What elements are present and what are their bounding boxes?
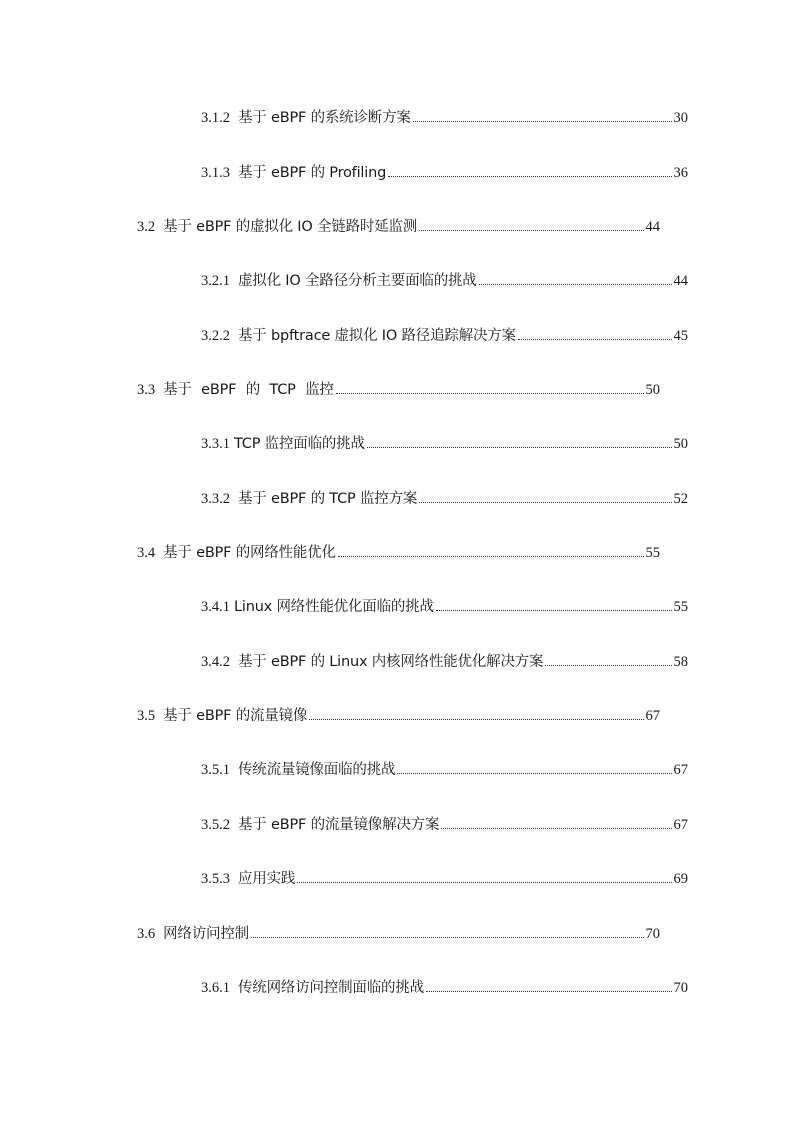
- toc-entry-page: 45: [673, 328, 688, 344]
- dot-leader: [441, 828, 671, 829]
- toc-entry-3-2[interactable]: [137, 215, 660, 239]
- toc-entry-title: 基于 bpftrace 虚拟化 IO 路径追踪解决方案: [238, 328, 516, 344]
- toc-entry-title: 基于 eBPF 的流量镜像解决方案: [238, 817, 440, 833]
- toc-entry-3-5-3[interactable]: [201, 867, 688, 891]
- toc-entry-page: 55: [645, 545, 660, 561]
- toc-entry-3-4-1[interactable]: [201, 595, 688, 619]
- dot-leader: [545, 665, 671, 666]
- dot-leader: [419, 230, 643, 231]
- toc-entry-title: 基于 eBPF 的流量镜像: [163, 708, 308, 724]
- toc-entry-title: 虚拟化 IO 全路径分析主要面临的挑战: [238, 273, 477, 289]
- toc-entry-3-4[interactable]: [137, 541, 660, 565]
- toc-entry-number: 3.3.1: [201, 436, 230, 452]
- toc-entry-number: 3.5.2: [201, 817, 230, 833]
- toc-entry-number: 3.1.2: [201, 110, 230, 126]
- dot-leader: [436, 610, 672, 611]
- dot-leader: [388, 176, 671, 177]
- toc-entry-page: 67: [673, 762, 688, 778]
- toc-entry-page: 30: [673, 110, 688, 126]
- toc-entry-3-1-2[interactable]: [201, 106, 688, 130]
- dot-leader: [479, 284, 672, 285]
- toc-entry-page: 44: [645, 219, 660, 235]
- dot-leader: [518, 339, 672, 340]
- toc-entry-page: 67: [673, 817, 688, 833]
- toc-entry-number: 3.3.2: [201, 491, 230, 507]
- toc-entry-number: 3.1.3: [201, 165, 230, 181]
- toc-entry-title: 应用实践: [238, 871, 296, 887]
- toc-entry-number: 3.6.1: [201, 980, 230, 996]
- toc-entry-3-6-1[interactable]: [201, 976, 688, 1000]
- dot-leader: [251, 937, 644, 938]
- toc-entry-3-5-1[interactable]: [201, 758, 688, 782]
- toc-entry-title: 基于 eBPF 的 Linux 内核网络性能优化解决方案: [238, 654, 544, 670]
- toc-entry-page: 69: [673, 871, 688, 887]
- toc-entry-3-3-2[interactable]: [201, 487, 688, 511]
- toc-entry-title: 传统网络访问控制面临的挑战: [238, 980, 424, 996]
- dot-leader: [426, 991, 672, 992]
- toc-entry-3-3[interactable]: [137, 378, 660, 402]
- toc-entry-title: TCP 监控面临的挑战: [234, 436, 365, 452]
- toc-entry-title: 基于 eBPF 的网络性能优化: [163, 545, 336, 561]
- toc-entry-title: 网络访问控制: [163, 926, 249, 942]
- toc-entry-page: 67: [645, 708, 660, 724]
- toc-entry-page: 70: [673, 980, 688, 996]
- toc-entry-number: 3.4.1: [201, 599, 230, 615]
- dot-leader: [338, 556, 644, 557]
- toc-entry-3-2-1[interactable]: [201, 269, 688, 293]
- toc-entry-page: 58: [673, 654, 688, 670]
- toc-entry-title: Linux 网络性能优化面临的挑战: [234, 599, 434, 615]
- toc-entry-number: 3.5.1: [201, 762, 230, 778]
- toc-entry-title: 基于 eBPF 的系统诊断方案: [238, 110, 411, 126]
- dot-leader: [297, 882, 671, 883]
- toc-entry-page: 52: [673, 491, 688, 507]
- toc-entry-title: 基于 eBPF 的虚拟化 IO 全链路时延监测: [163, 219, 418, 235]
- dot-leader: [309, 719, 643, 720]
- toc-entry-number: 3.4.2: [201, 654, 230, 670]
- toc-entry-page: 70: [645, 926, 660, 942]
- toc-entry-page: 50: [673, 436, 688, 452]
- toc-entry-title: 基于 eBPF 的 TCP 监控: [163, 382, 334, 398]
- toc-entry-number: 3.3: [137, 382, 156, 398]
- toc-entry-number: 3.2.2: [201, 328, 230, 344]
- toc-entry-3-3-1[interactable]: [201, 432, 688, 456]
- dot-leader: [336, 393, 644, 394]
- toc-entry-page: 36: [673, 165, 688, 181]
- toc-entry-number: 3.6: [137, 926, 156, 942]
- toc-entry-number: 3.5: [137, 708, 156, 724]
- toc-entry-title: 基于 eBPF 的 Profiling: [238, 165, 387, 181]
- toc-entry-number: 3.2.1: [201, 273, 230, 289]
- toc-entry-3-6[interactable]: [137, 922, 660, 946]
- toc-entry-title: 基于 eBPF 的 TCP 监控方案: [238, 491, 418, 507]
- toc-entry-3-1-3[interactable]: [201, 161, 688, 185]
- toc-entry-number: 3.4: [137, 545, 156, 561]
- dot-leader: [397, 773, 671, 774]
- dot-leader: [413, 121, 672, 122]
- toc-entry-3-4-2[interactable]: [201, 650, 688, 674]
- toc-entry-page: 50: [645, 382, 660, 398]
- toc-entry-title: 传统流量镜像面临的挑战: [238, 762, 396, 778]
- toc-entry-3-5[interactable]: [137, 704, 660, 728]
- toc-entry-3-5-2[interactable]: [201, 813, 688, 837]
- toc-entry-page: 44: [673, 273, 688, 289]
- toc-entry-page: 55: [673, 599, 688, 615]
- toc-entry-3-2-2[interactable]: [201, 324, 688, 348]
- dot-leader: [367, 447, 672, 448]
- toc-entry-number: 3.5.3: [201, 871, 230, 887]
- dot-leader: [419, 502, 671, 503]
- toc-entry-number: 3.2: [137, 219, 156, 235]
